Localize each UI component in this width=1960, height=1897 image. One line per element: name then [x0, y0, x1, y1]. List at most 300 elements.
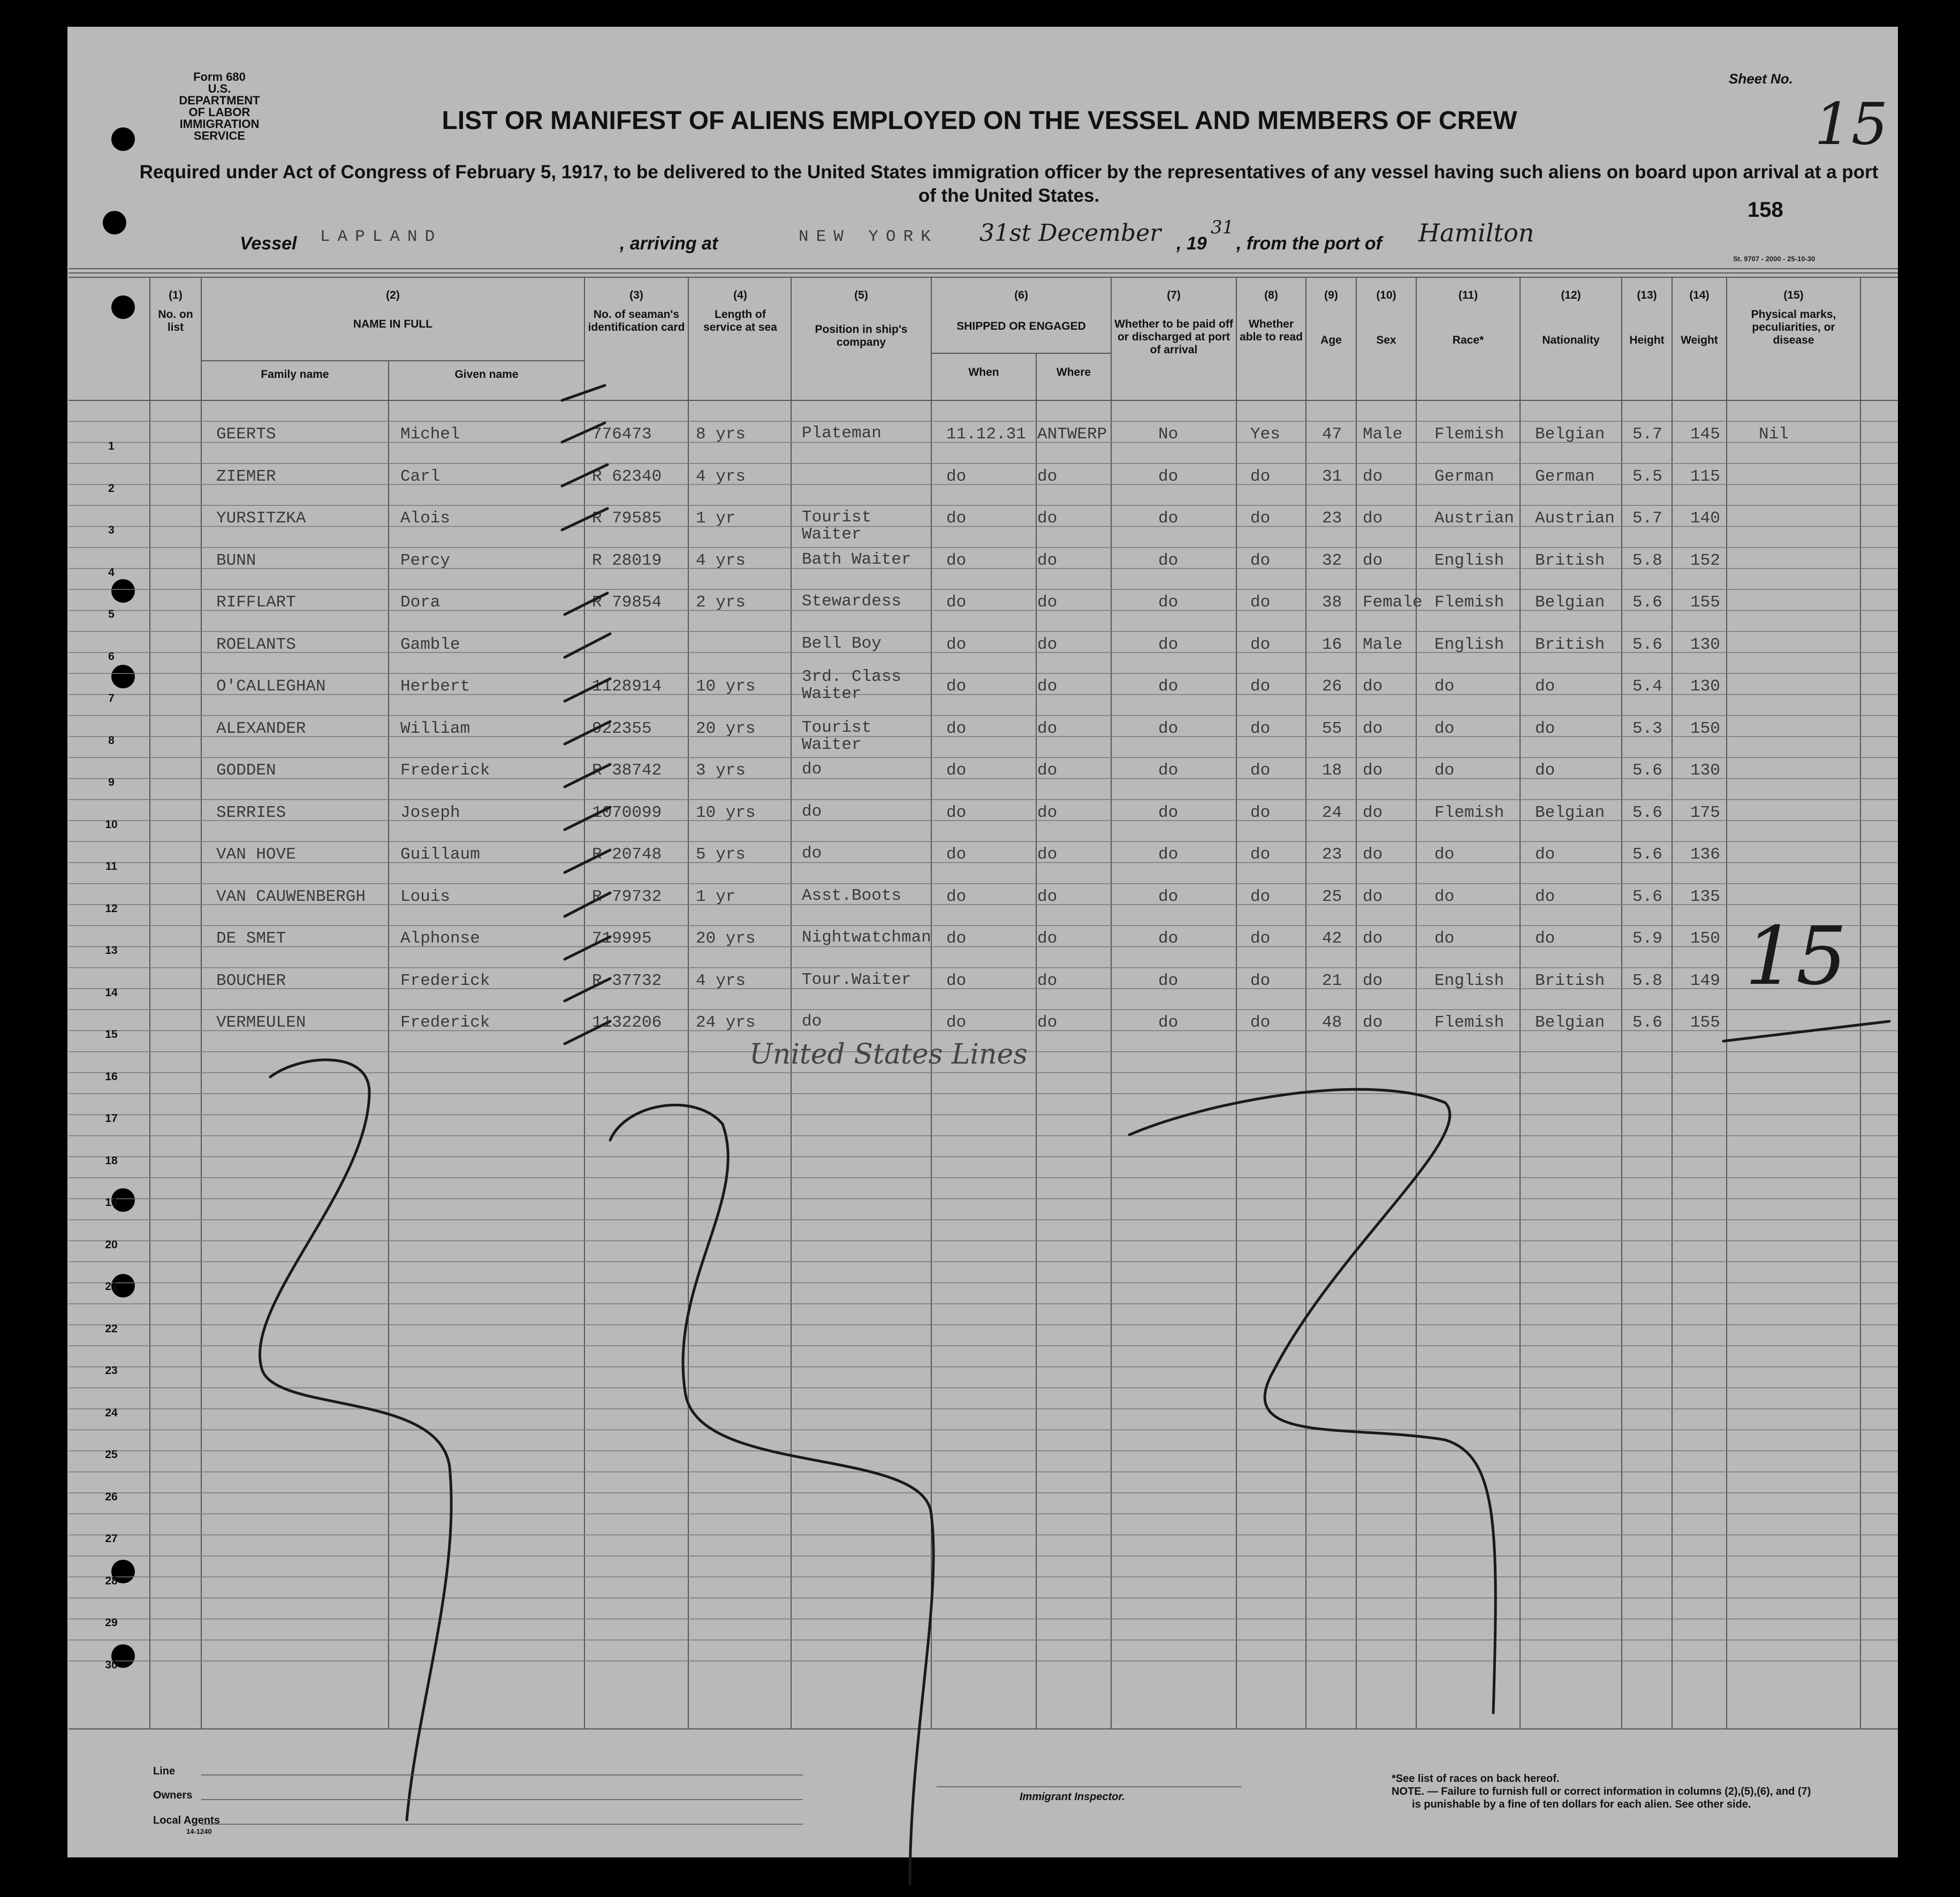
age: 24	[1322, 803, 1342, 822]
given-name: Michel	[400, 425, 460, 444]
ship-position: 3rd. Class Waiter	[802, 667, 902, 703]
id-card-number: R 28019	[592, 551, 662, 570]
col-7-num: (7)	[1167, 289, 1181, 301]
paid-off: do	[1158, 761, 1179, 780]
race: Flemish	[1434, 425, 1505, 444]
engaged-where: do	[1037, 971, 1058, 990]
age: 47	[1322, 425, 1342, 444]
weight: 175	[1690, 803, 1720, 822]
race: English	[1434, 551, 1505, 570]
height: 5.4	[1632, 677, 1662, 696]
height: 5.7	[1632, 509, 1662, 528]
age: 25	[1322, 887, 1342, 906]
paid-off: do	[1158, 803, 1179, 822]
col-11-num: (11)	[1458, 289, 1478, 301]
engaged-when: do	[946, 677, 967, 696]
row-number: 2	[108, 482, 115, 495]
able-to-read: do	[1250, 635, 1271, 654]
id-card-number: R 79854	[592, 593, 662, 612]
race: English	[1434, 971, 1505, 990]
engaged-when: do	[946, 719, 967, 738]
engaged-when: do	[946, 971, 967, 990]
sex: do	[1363, 677, 1383, 696]
height: 5.6	[1632, 761, 1662, 780]
able-to-read: do	[1250, 845, 1271, 864]
family-name: GODDEN	[216, 761, 276, 780]
vessel-label: Vessel	[240, 233, 297, 254]
weight: 155	[1690, 1013, 1720, 1032]
race: English	[1434, 635, 1505, 654]
engaged-when: do	[946, 803, 967, 822]
col-2-num: (2)	[386, 289, 400, 301]
given-name: Herbert	[400, 677, 470, 696]
engaged-when: do	[946, 509, 967, 528]
able-to-read: do	[1250, 509, 1271, 528]
arrival-year: 31	[1211, 217, 1234, 238]
nationality: Belgian	[1535, 1013, 1605, 1032]
row-number: 28	[105, 1574, 118, 1587]
sex: do	[1363, 467, 1383, 486]
vessel-name: LAPLAND	[320, 227, 443, 246]
race: Flemish	[1434, 593, 1505, 612]
form-code: 14-1240	[186, 1827, 212, 1835]
weight: 140	[1690, 509, 1720, 528]
owners-label: Owners	[153, 1789, 193, 1801]
row-number: 27	[105, 1532, 118, 1545]
row-number: 12	[105, 902, 118, 915]
form-number: Form 680	[193, 70, 246, 84]
nationality: do	[1535, 929, 1555, 948]
col-10-label: Sex	[1376, 334, 1396, 346]
print-code: St. 9707 - 2000 - 25-10-30	[1733, 255, 1815, 263]
able-to-read: do	[1250, 761, 1271, 780]
family-name: O'CALLEGHAN	[216, 677, 326, 696]
col-9-num: (9)	[1324, 289, 1338, 301]
paid-off: do	[1158, 845, 1179, 864]
ship-position: Nightwatchman	[802, 928, 931, 947]
nationality: do	[1535, 719, 1555, 738]
weight: 145	[1690, 425, 1720, 444]
engaged-when: do	[946, 929, 967, 948]
col-13-num: (13)	[1637, 289, 1657, 301]
col-6-label: SHIPPED OR ENGAGED	[956, 320, 1086, 332]
row-number: 17	[105, 1112, 118, 1125]
age: 42	[1322, 929, 1342, 948]
paid-off: do	[1158, 719, 1179, 738]
row-number: 16	[105, 1070, 118, 1083]
height: 5.5	[1632, 467, 1662, 486]
col-12-num: (12)	[1561, 289, 1581, 301]
id-card-number: R 79585	[592, 509, 662, 528]
age: 48	[1322, 1013, 1342, 1032]
given-name: Frederick	[400, 761, 490, 780]
col-5-label: Position in ship's company	[815, 323, 908, 348]
race: do	[1434, 845, 1455, 864]
row-number: 24	[105, 1406, 118, 1419]
penalty-note: NOTE. — Failure to furnish full or correct information in columns (2),(5),(6), and (7)	[1392, 1786, 1811, 1797]
paid-off: do	[1158, 551, 1179, 570]
row-number: 1	[108, 440, 115, 452]
physical-marks: Nil	[1759, 425, 1789, 444]
col-9-label: Age	[1320, 334, 1342, 346]
col-12-label: Nationality	[1542, 334, 1600, 346]
engaged-when: 11.12.31	[946, 425, 1026, 444]
engaged-where: ANTWERP	[1037, 425, 1107, 444]
family-name: GEERTS	[216, 425, 276, 444]
ship-position: do	[802, 1012, 822, 1031]
paid-off: do	[1158, 509, 1179, 528]
id-card-number: 1070099	[592, 803, 662, 822]
row-number: 18	[105, 1154, 118, 1167]
able-to-read: Yes	[1250, 425, 1280, 444]
service-length: 10 yrs	[696, 803, 756, 822]
height: 5.6	[1632, 593, 1662, 612]
weight: 130	[1690, 635, 1720, 654]
weight: 150	[1690, 719, 1720, 738]
weight: 152	[1690, 551, 1720, 570]
family-name: SERRIES	[216, 803, 286, 822]
col-2-label: NAME IN FULL	[353, 318, 433, 330]
col-1-num: (1)	[169, 289, 183, 301]
sex: do	[1363, 509, 1383, 528]
sex: do	[1363, 887, 1383, 906]
engaged-when: do	[946, 551, 967, 570]
col-8-label: Whether able to read	[1240, 318, 1303, 343]
engaged-where: do	[1037, 509, 1058, 528]
year-label: , 19	[1176, 233, 1207, 254]
age: 31	[1322, 467, 1342, 486]
row-number: 20	[105, 1238, 118, 1251]
nationality: do	[1535, 887, 1555, 906]
height: 5.9	[1632, 929, 1662, 948]
sex: do	[1363, 803, 1383, 822]
row-number: 30	[105, 1658, 118, 1671]
row-number: 22	[105, 1322, 118, 1335]
height: 5.6	[1632, 845, 1662, 864]
age: 23	[1322, 845, 1342, 864]
weight: 115	[1690, 467, 1720, 486]
family-name: VAN CAUWENBERGH	[216, 887, 366, 906]
ship-position: Tourist Waiter	[802, 718, 872, 754]
col-15-label: Physical marks, peculiarities, or disease	[1751, 308, 1836, 346]
total-count: 15	[1745, 910, 1847, 1003]
race: do	[1434, 761, 1455, 780]
family-name: BUNN	[216, 551, 256, 570]
family-name: BOUCHER	[216, 971, 286, 990]
ship-position: do	[802, 844, 822, 863]
race: Austrian	[1434, 509, 1514, 528]
col-8-num: (8)	[1264, 289, 1278, 301]
id-card-number: 1132206	[592, 1013, 662, 1032]
engaged-where: do	[1037, 887, 1058, 906]
nationality: do	[1535, 677, 1555, 696]
row-number: 13	[105, 944, 118, 957]
id-card-number: 1128914	[592, 677, 662, 696]
col-10-num: (10)	[1376, 289, 1396, 301]
col-6-num: (6)	[1014, 289, 1028, 301]
family-name: VERMEULEN	[216, 1013, 306, 1032]
engaged-where: do	[1037, 551, 1058, 570]
ship-position: Stewardess	[802, 592, 902, 611]
given-name: Alois	[400, 509, 451, 528]
able-to-read: do	[1250, 593, 1271, 612]
row-number: 21	[105, 1280, 118, 1293]
row-number: 10	[105, 818, 118, 831]
sex: do	[1363, 929, 1383, 948]
engaged-where: do	[1037, 845, 1058, 864]
age: 55	[1322, 719, 1342, 738]
race: German	[1434, 467, 1494, 486]
paid-off: do	[1158, 467, 1179, 486]
service-length: 24 yrs	[696, 1013, 756, 1032]
race: do	[1434, 887, 1455, 906]
height: 5.8	[1632, 551, 1662, 570]
age: 18	[1322, 761, 1342, 780]
inspector-label: Immigrant Inspector.	[1020, 1791, 1125, 1803]
weight: 149	[1690, 971, 1720, 990]
service-length: 4 yrs	[696, 551, 746, 570]
weight: 130	[1690, 677, 1720, 696]
able-to-read: do	[1250, 551, 1271, 570]
ship-position: Plateman	[802, 424, 882, 443]
sheet-number: 15	[1814, 91, 1888, 158]
engaged-when: do	[946, 467, 967, 486]
col-14-num: (14)	[1689, 289, 1710, 301]
weight: 150	[1690, 929, 1720, 948]
paid-off: do	[1158, 929, 1179, 948]
paid-off: do	[1158, 887, 1179, 906]
family-name: ZIEMER	[216, 467, 276, 486]
sex: do	[1363, 551, 1383, 570]
id-card-number: R 79732	[592, 887, 662, 906]
sex: do	[1363, 971, 1383, 990]
col-2b-label: Given name	[454, 368, 519, 381]
able-to-read: do	[1250, 719, 1271, 738]
family-name: YURSITZKA	[216, 509, 306, 528]
service-length: 3 yrs	[696, 761, 746, 780]
service-length: 4 yrs	[696, 971, 746, 990]
nationality: British	[1535, 551, 1605, 570]
engaged-where: do	[1037, 719, 1058, 738]
ship-position: Bath Waiter	[802, 550, 911, 569]
engaged-when: do	[946, 1013, 967, 1032]
engaged-when: do	[946, 845, 967, 864]
sex: do	[1363, 719, 1383, 738]
weight: 155	[1690, 593, 1720, 612]
paid-off: do	[1158, 971, 1179, 990]
given-name: William	[400, 719, 470, 738]
row-number: 3	[108, 524, 115, 536]
age: 38	[1322, 593, 1342, 612]
agents-label: Local Agents	[153, 1815, 220, 1826]
nationality: German	[1535, 467, 1595, 486]
height: 5.7	[1632, 425, 1662, 444]
col-15-num: (15)	[1783, 289, 1804, 301]
row-number: 25	[105, 1448, 118, 1461]
col-4-num: (4)	[733, 289, 747, 301]
race: Flemish	[1434, 803, 1505, 822]
service-length: 20 yrs	[696, 719, 756, 738]
engaged-when: do	[946, 593, 967, 612]
given-name: Gamble	[400, 635, 460, 654]
family-name: ROELANTS	[216, 635, 296, 654]
given-name: Frederick	[400, 1013, 490, 1032]
row-number: 29	[105, 1617, 118, 1629]
sheet-label: Sheet No.	[1729, 71, 1793, 87]
able-to-read: do	[1250, 929, 1271, 948]
height: 5.6	[1632, 887, 1662, 906]
row-number: 19	[105, 1196, 118, 1209]
col-4-label: Length of service at sea	[703, 308, 777, 333]
given-name: Louis	[400, 887, 451, 906]
age: 21	[1322, 971, 1342, 990]
id-card-number: 922355	[592, 719, 652, 738]
service-name: IMMIGRATION SERVICE	[179, 117, 260, 142]
engaged-where: do	[1037, 1013, 1058, 1032]
race: do	[1434, 929, 1455, 948]
col-2a-label: Family name	[261, 368, 329, 381]
paid-off: do	[1158, 677, 1179, 696]
family-name: VAN HOVE	[216, 845, 296, 864]
able-to-read: do	[1250, 887, 1271, 906]
ship-position: Tour.Waiter	[802, 970, 911, 989]
race: do	[1434, 719, 1455, 738]
sex: do	[1363, 1013, 1383, 1032]
nationality: Belgian	[1535, 803, 1605, 822]
ship-position: do	[802, 760, 822, 779]
row-number: 9	[108, 776, 115, 788]
able-to-read: do	[1250, 1013, 1271, 1032]
department-name: U.S. DEPARTMENT OF LABOR	[179, 82, 260, 119]
sex: Male	[1363, 425, 1403, 444]
engaged-where: do	[1037, 635, 1058, 654]
nationality: do	[1535, 761, 1555, 780]
paid-off: do	[1158, 1013, 1179, 1032]
id-card-number: R 20748	[592, 845, 662, 864]
service-length: 1 yr	[696, 509, 736, 528]
age: 26	[1322, 677, 1342, 696]
nationality: do	[1535, 845, 1555, 864]
id-card-number: R 37732	[592, 971, 662, 990]
nationality: British	[1535, 971, 1605, 990]
engaged-where: do	[1037, 677, 1058, 696]
family-name: RIFFLART	[216, 593, 296, 612]
nationality: Belgian	[1535, 425, 1605, 444]
col-1-label: No. on list	[158, 308, 193, 333]
row-number: 4	[108, 566, 115, 579]
given-name: Frederick	[400, 971, 490, 990]
row-number: 5	[108, 608, 115, 620]
engaged-when: do	[946, 887, 967, 906]
service-length: 2 yrs	[696, 593, 746, 612]
sex: do	[1363, 761, 1383, 780]
sex: Female	[1363, 593, 1423, 612]
height: 5.6	[1632, 635, 1662, 654]
id-card-number: 719995	[592, 929, 652, 948]
company-signature: United States Lines	[749, 1038, 1028, 1071]
able-to-read: do	[1250, 467, 1271, 486]
row-number: 26	[105, 1490, 118, 1503]
line-label: Line	[153, 1765, 176, 1777]
engaged-where: do	[1037, 761, 1058, 780]
height: 5.6	[1632, 803, 1662, 822]
row-number: 8	[108, 734, 115, 747]
weight: 136	[1690, 845, 1720, 864]
race: Flemish	[1434, 1013, 1505, 1032]
age: 23	[1322, 509, 1342, 528]
row-number: 14	[105, 986, 118, 999]
paid-off: do	[1158, 635, 1179, 654]
engaged-where: do	[1037, 803, 1058, 822]
col-14-label: Weight	[1681, 334, 1718, 346]
service-length: 4 yrs	[696, 467, 746, 486]
arrival-port: NEW YORK	[799, 227, 938, 246]
able-to-read: do	[1250, 803, 1271, 822]
weight: 135	[1690, 887, 1720, 906]
ship-position: Asst.Boots	[802, 886, 902, 905]
arrival-date: 31st December	[979, 219, 1161, 247]
given-name: Carl	[400, 467, 440, 486]
family-name: ALEXANDER	[216, 719, 306, 738]
given-name: Percy	[400, 551, 451, 570]
engaged-where: do	[1037, 593, 1058, 612]
weight: 130	[1690, 761, 1720, 780]
col-6a-label: When	[968, 366, 999, 378]
age: 32	[1322, 551, 1342, 570]
able-to-read: do	[1250, 971, 1271, 990]
id-card-number: 776473	[592, 425, 652, 444]
col-11-label: Race*	[1452, 334, 1484, 346]
service-length: 5 yrs	[696, 845, 746, 864]
arriving-label: , arriving at	[620, 233, 718, 254]
ship-position: Bell Boy	[802, 634, 882, 653]
nationality: Austrian	[1535, 509, 1615, 528]
able-to-read: do	[1250, 677, 1271, 696]
col-6b-label: Where	[1056, 366, 1091, 378]
engaged-when: do	[946, 761, 967, 780]
service-length: 10 yrs	[696, 677, 756, 696]
row-number: 7	[108, 692, 115, 704]
page-subtitle: Required under Act of Congress of February 5, 1917, to be delivered to the United States immigration officer by the representatives of any vessel having such aliens on board upon arrival at a port of the United States.	[139, 162, 1879, 206]
nationality: Belgian	[1535, 593, 1605, 612]
service-length: 8 yrs	[696, 425, 746, 444]
given-name: Dora	[400, 593, 440, 612]
col-13-label: Height	[1629, 334, 1665, 346]
height: 5.3	[1632, 719, 1662, 738]
engaged-when: do	[946, 635, 967, 654]
departure-port: Hamilton	[1418, 218, 1534, 247]
service-length: 20 yrs	[696, 929, 756, 948]
row-number: 15	[105, 1028, 118, 1041]
col-7-label: Whether to be paid off or discharged at port of arrival	[1114, 318, 1233, 356]
height: 5.8	[1632, 971, 1662, 990]
id-card-number: R 62340	[592, 467, 662, 486]
nationality: British	[1535, 635, 1605, 654]
age: 16	[1322, 635, 1342, 654]
id-card-number: R 38742	[592, 761, 662, 780]
from-label: , from the port of	[1236, 233, 1382, 254]
height: 5.6	[1632, 1013, 1662, 1032]
row-number: 6	[108, 650, 115, 663]
family-name: DE SMET	[216, 929, 286, 948]
paid-off: No	[1158, 425, 1179, 444]
race: do	[1434, 677, 1455, 696]
paid-off: do	[1158, 593, 1179, 612]
races-note: *See list of races on back hereof.	[1392, 1773, 1560, 1785]
row-number: 11	[105, 860, 118, 872]
col-5-num: (5)	[854, 289, 868, 301]
ship-position: do	[802, 802, 822, 821]
